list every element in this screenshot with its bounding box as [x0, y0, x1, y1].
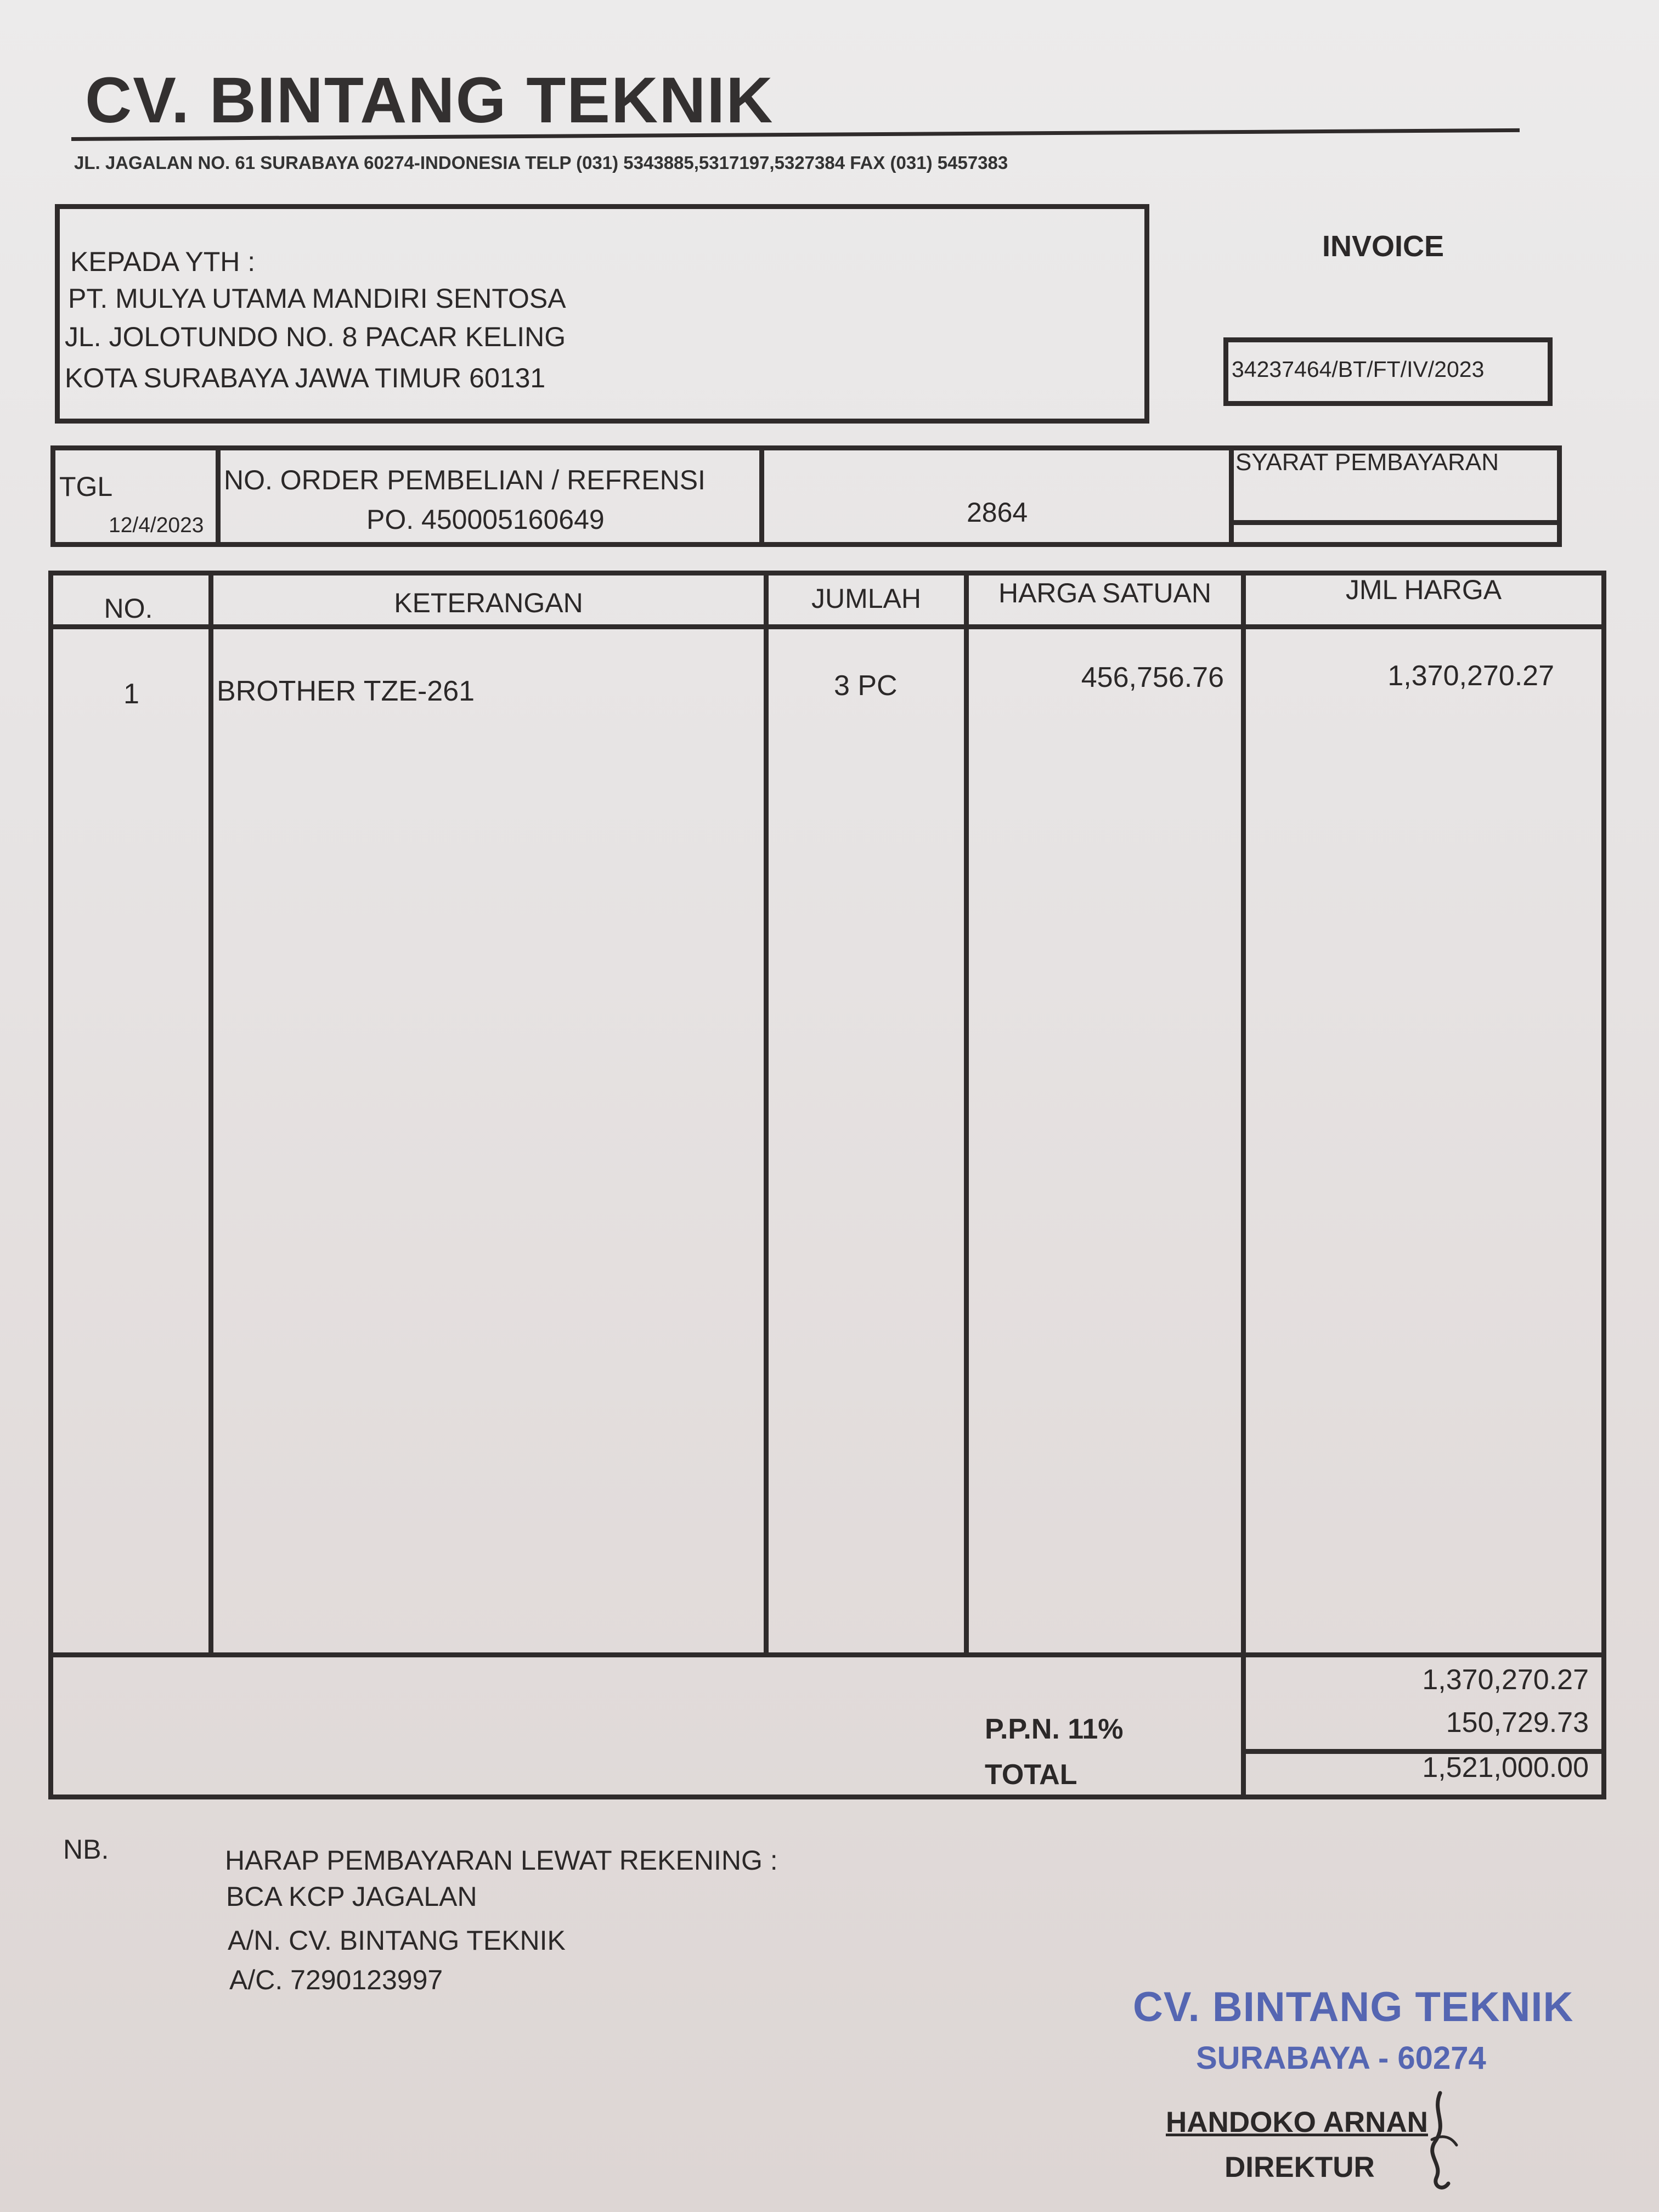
column-header-description: KETERANGAN — [394, 588, 583, 618]
payment-terms-label: SYARAT PEMBAYARAN — [1235, 449, 1499, 476]
recipient-city: KOTA SURABAYA JAWA TIMUR 60131 — [65, 363, 546, 393]
subtotal-value: 1,370,270.27 — [1422, 1664, 1589, 1696]
item-unit-price: 456,756.76 — [1081, 662, 1224, 693]
items-header-rule — [48, 624, 1606, 629]
company-name: CV. BINTANG TEKNIK — [85, 64, 774, 137]
signatory-name: HANDOKO ARNAN — [1166, 2106, 1428, 2138]
item-description: BROTHER TZE-261 — [217, 675, 475, 707]
item-no: 1 — [123, 678, 139, 710]
date-label: TGL — [59, 471, 113, 502]
order-info-divider — [216, 445, 221, 547]
company-address: JL. JAGALAN NO. 61 SURABAYA 60274-INDONESIA TELP (031) 5343885,5317197,5327384 FAX (031) 5457383 — [74, 153, 1008, 173]
column-header-unit-price: HARGA SATUAN — [998, 578, 1212, 608]
recipient-name: PT. MULYA UTAMA MANDIRI SENTOSA — [68, 283, 566, 314]
company-stamp-name: CV. BINTANG TEKNIK — [1133, 1984, 1574, 2030]
signatory-title: DIREKTUR — [1224, 2151, 1375, 2183]
column-divider — [208, 571, 213, 1657]
order-info-divider — [759, 445, 764, 547]
recipient-street: JL. JOLOTUNDO NO. 8 PACAR KELING — [65, 321, 566, 352]
company-stamp-city: SURABAYA - 60274 — [1196, 2040, 1486, 2076]
item-quantity: 3 PC — [834, 670, 898, 702]
document-title: INVOICE — [1322, 230, 1444, 263]
date-value: 12/4/2023 — [109, 514, 204, 537]
notes-line-2: BCA KCP JAGALAN — [226, 1881, 477, 1912]
reference-value: 2864 — [967, 497, 1028, 528]
notes-label: NB. — [63, 1834, 109, 1865]
item-amount: 1,370,270.27 — [1387, 660, 1554, 692]
column-header-no: NO. — [104, 593, 153, 624]
column-divider — [1241, 571, 1246, 1799]
total-label: TOTAL — [985, 1759, 1077, 1791]
notes-line-1: HARAP PEMBAYARAN LEWAT REKENING : — [225, 1845, 778, 1876]
order-info-divider — [1229, 445, 1234, 547]
column-header-quantity: JUMLAH — [811, 583, 922, 614]
column-divider — [964, 571, 969, 1657]
tax-label: P.P.N. 11% — [985, 1713, 1124, 1745]
total-value: 1,521,000.00 — [1422, 1752, 1589, 1784]
notes-line-4: A/C. 7290123997 — [229, 1965, 443, 1995]
column-header-amount: JML HARGA — [1345, 574, 1502, 605]
invoice-number: 34237464/BT/FT/IV/2023 — [1232, 357, 1485, 382]
po-value: PO. 450005160649 — [366, 504, 605, 535]
terms-underline — [1229, 520, 1562, 525]
po-label: NO. ORDER PEMBELIAN / REFRENSI — [224, 465, 706, 495]
recipient-label: KEPADA YTH : — [70, 246, 256, 277]
tax-value: 150,729.73 — [1446, 1707, 1589, 1739]
notes-line-3: A/N. CV. BINTANG TEKNIK — [228, 1925, 566, 1956]
column-divider — [764, 571, 769, 1657]
items-table — [48, 571, 1606, 1799]
totals-rule — [48, 1652, 1606, 1657]
